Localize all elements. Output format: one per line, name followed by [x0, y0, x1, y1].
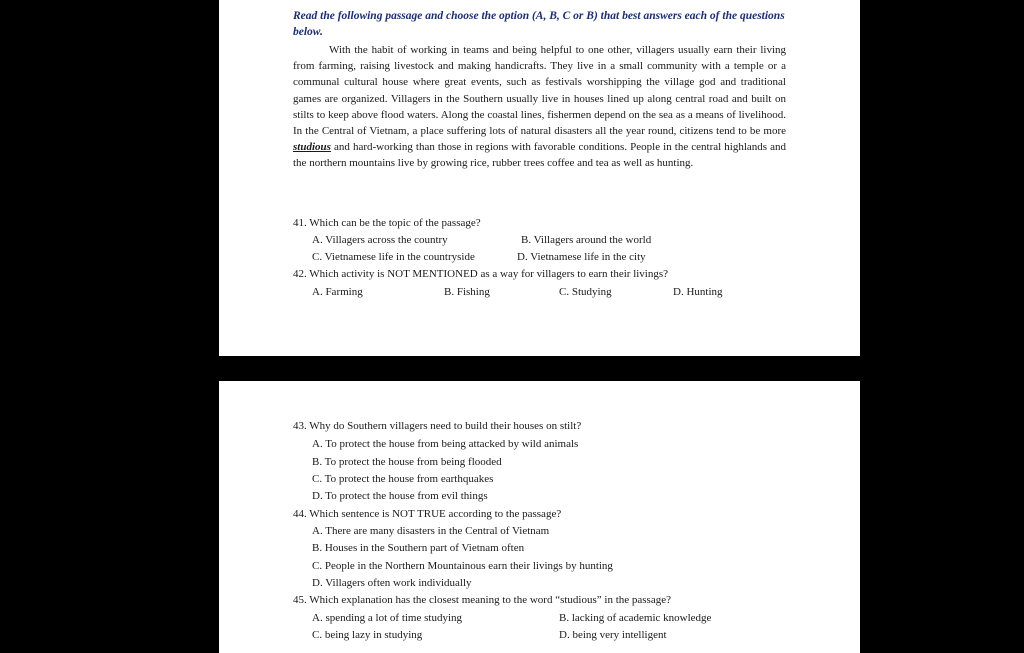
question-44-option-d: D. Villagers often work individually [312, 577, 472, 589]
question-41-option-b: B. Villagers around the world [521, 234, 652, 246]
page-top [219, 0, 860, 356]
question-42-option-a: A. Farming [312, 286, 363, 298]
question-45-option-a: A. spending a lot of time studying [312, 612, 463, 624]
question-43-option-c: C. To protect the house from earthquakes [312, 473, 494, 485]
question-42-stem: 42. Which activity is NOT MENTIONED as a way for villagers to earn their livings? [293, 268, 669, 280]
passage-keyword: studious [293, 141, 331, 154]
question-45-option-d: D. being very intelligent [559, 629, 667, 641]
question-42-option-d: D. Hunting [673, 286, 723, 298]
question-41-option-d: D. Vietnamese life in the city [517, 251, 646, 263]
question-43-stem: 43. Why do Southern villagers need to build their houses on stilt? [293, 420, 582, 432]
passage-part-2: and hard-working than those in regions with favorable conditions. People in the central highlands and the northern mountains live by growing rice, rubber trees coffee and tea as well as hunting. [293, 141, 786, 170]
passage-part-1: With the habit of working in teams and being helpful to one other, villagers usually earn their living from farming, raising livestock and making handicrafts. They live in a small community with a temple or a communal cultural house where great events, such as festivals worshipping the village god and traditional games are organized. Villagers in the Southern usually live in houses lined up along central road and built on stilts to keep above flood waters. Along the coastal lines, fishermen depend on the sea as a means of livelihood. In the Central of Vietnam, a place suffering lots of natural disasters all the year round, citizens tend to be more [293, 44, 786, 138]
question-43-option-a: A. To protect the house from being attacked by wild animals [312, 438, 579, 450]
question-44-option-b: B. Houses in the Southern part of Vietnam often [312, 542, 525, 554]
question-43-option-d: D. To protect the house from evil things [312, 490, 488, 502]
question-41-option-c: C. Vietnamese life in the countryside [312, 251, 475, 263]
question-45-option-c: C. being lazy in studying [312, 629, 423, 641]
question-45-stem: 45. Which explanation has the closest meaning to the word “studious” in the passage? [293, 594, 671, 606]
question-43-option-b: B. To protect the house from being flooded [312, 456, 502, 468]
question-45-option-b: B. lacking of academic knowledge [559, 612, 712, 624]
question-42-option-b: B. Fishing [444, 286, 490, 298]
question-44-option-a: A. There are many disasters in the Central of Vietnam [312, 525, 550, 537]
passage [293, 42, 786, 172]
instruction-text: Read the following passage and choose the option (A, B, C or B) that best answers each of the questions below. [293, 10, 785, 38]
page-bottom [219, 381, 860, 653]
question-41-option-a: A. Villagers across the country [312, 234, 448, 246]
question-42-option-c: C. Studying [559, 286, 612, 298]
question-44-stem: 44. Which sentence is NOT TRUE according to the passage? [293, 508, 562, 520]
question-44-option-c: C. People in the Northern Mountainous earn their livings by hunting [312, 560, 613, 572]
question-41-stem: 41. Which can be the topic of the passage? [293, 217, 481, 229]
